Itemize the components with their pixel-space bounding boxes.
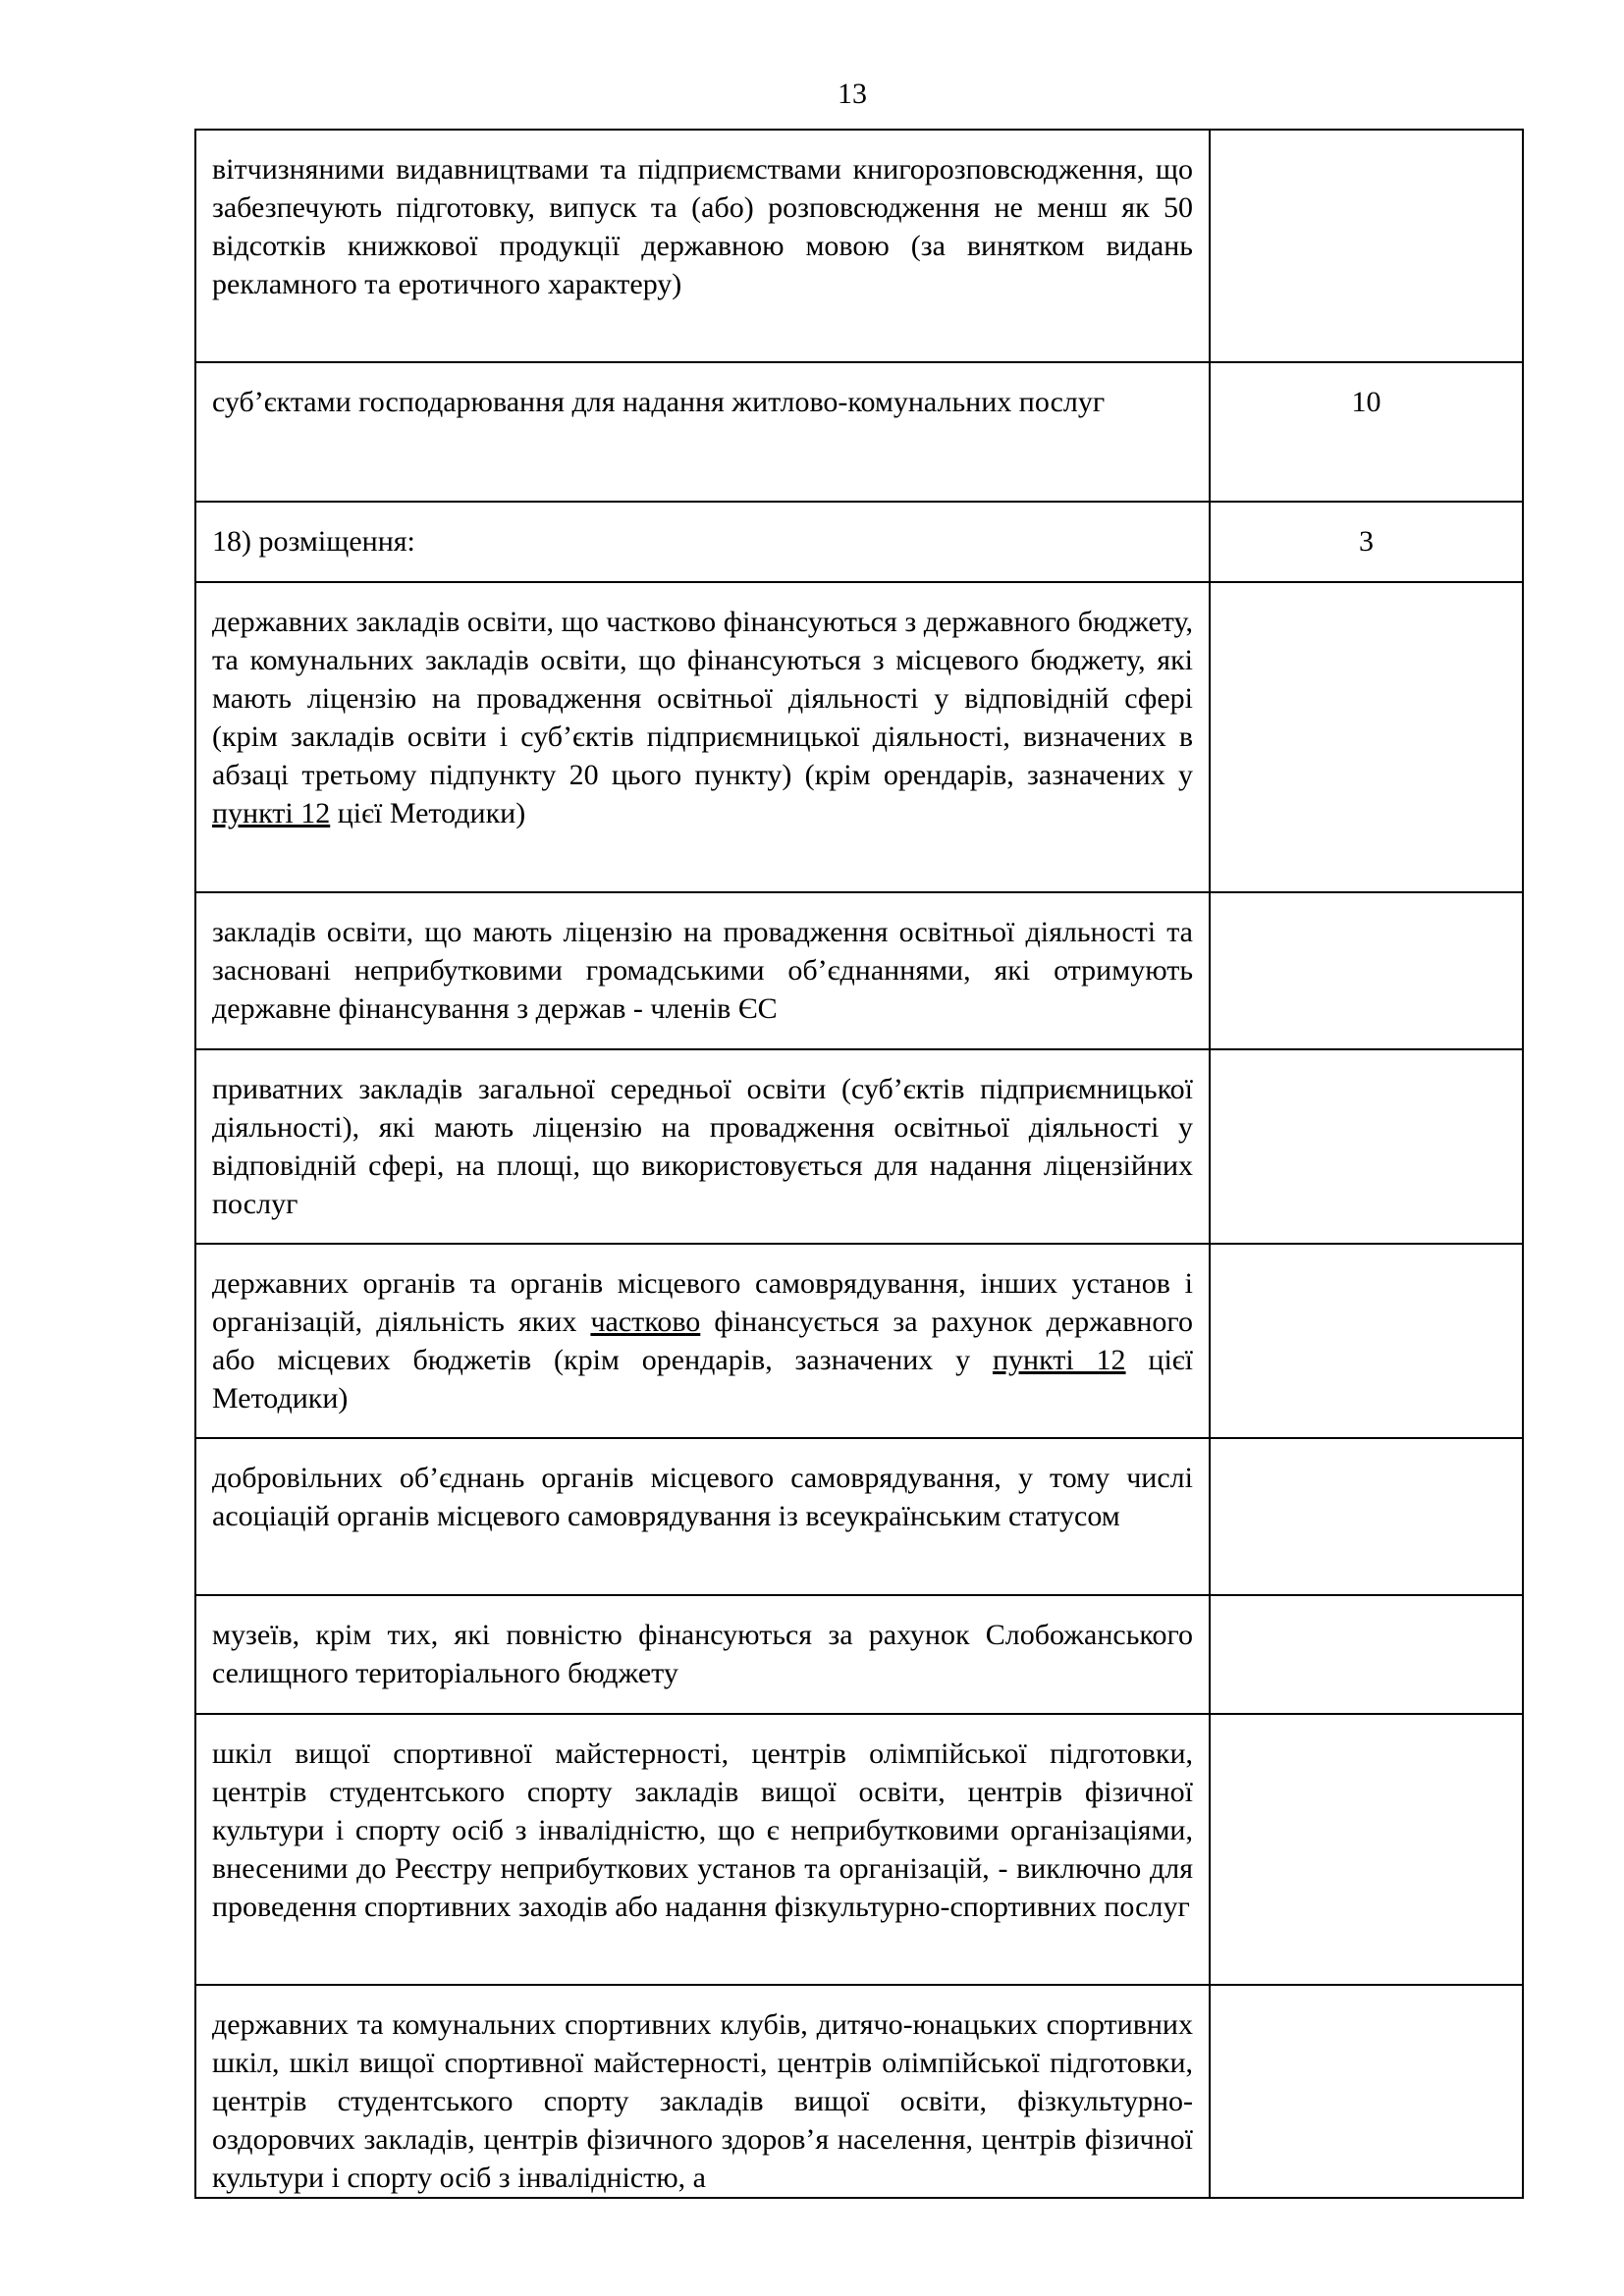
table-row <box>195 582 1523 892</box>
row-description: закладів освіти, що мають ліцензію на провадження освітньої діяльності та засновані неприбутковими громадськими об’єднаннями, які отримують державне фінансування з держав - членів ЄС <box>195 892 1210 1049</box>
row-value <box>1210 1714 1523 1985</box>
table-row <box>195 1985 1523 2198</box>
table-row <box>195 1595 1523 1714</box>
table-row <box>195 1438 1523 1595</box>
table-row <box>195 362 1523 502</box>
row-value: 10 <box>1210 362 1523 502</box>
row-text-part: цієї Методики) <box>212 1344 1193 1415</box>
table-row <box>195 1714 1523 1985</box>
row-description <box>195 1244 1210 1438</box>
row-description <box>195 582 1210 892</box>
page-number: 13 <box>838 78 867 110</box>
row-description: 18) розміщення: <box>195 502 1210 582</box>
row-description: шкіл вищої спортивної майстерності, центрів олімпійської підготовки, центрів студентського спорту закладів вищої освіти, центрів фізичної культури і спорту осіб з інвалідністю, що є неприбутковими організаціями, внесеними до Реєстру неприбуткових установ та організацій, - виключно для проведення спортивних заходів або надання фізкультурно-спортивних послуг <box>195 1714 1210 1985</box>
rates-table <box>194 129 1524 2199</box>
table-row <box>195 502 1523 582</box>
table-row <box>195 892 1523 1049</box>
row-value <box>1210 1985 1523 2198</box>
reference-link[interactable]: частково <box>590 1306 701 1338</box>
row-description: музеїв, крім тих, які повністю фінансуються за рахунок Слобожанського селищного територіального бюджету <box>195 1595 1210 1714</box>
row-value <box>1210 1595 1523 1714</box>
row-description: державних та комунальних спортивних клубів, дитячо-юнацьких спортивних шкіл, шкіл вищої спортивної майстерності, центрів олімпійської підготовки, центрів студентського спорту закладів вищої освіти, фізкультурно-оздоровчих закладів, центрів фізичного здоров’я населення, центрів фізичної культури і спорту осіб з інвалідністю, а <box>195 1985 1210 2198</box>
row-text-part: державних закладів освіти, що частково фінансуються з державного бюджету, та комунальних закладів освіти, що фінансуються з місцевого бюджету, які мають ліцензію на провадження освітньої діяльності у відповідній сфері (крім закладів освіти і суб’єктів підприємницької діяльності, визначених в абзаці третьому підпункту 20 цього пункту) (крім орендарів, зазначених у <box>212 606 1193 791</box>
row-text-part: цієї Методики) <box>330 797 526 829</box>
table-row <box>195 130 1523 362</box>
row-value <box>1210 892 1523 1049</box>
row-text-part: фінансується за рахунок державного або місцевих бюджетів (крім орендарів, зазначених у <box>212 1306 1193 1376</box>
row-value <box>1210 130 1523 362</box>
row-value <box>1210 1244 1523 1438</box>
table-row <box>195 1049 1523 1244</box>
row-text-part: державних органів та органів місцевого самоврядування, інших установ і організацій, діяльність яких <box>212 1267 1193 1338</box>
row-description: приватних закладів загальної середньої освіти (суб’єктів підприємницької діяльності), які мають ліцензію на провадження освітньої діяльності у відповідній сфері, на площі, що використовується для надання ліцензійних послуг <box>195 1049 1210 1244</box>
row-description: суб’єктами господарювання для надання житлово-комунальних послуг <box>195 362 1210 502</box>
row-value <box>1210 582 1523 892</box>
row-value: 3 <box>1210 502 1523 582</box>
row-value <box>1210 1438 1523 1595</box>
row-description: добровільних об’єднань органів місцевого самоврядування, у тому числі асоціацій органів місцевого самоврядування із всеукраїнським статусом <box>195 1438 1210 1595</box>
reference-link[interactable]: пункті 12 <box>212 797 331 829</box>
table-row <box>195 1244 1523 1438</box>
row-description: вітчизняними видавництвами та підприємствами книгорозповсюдження, що забезпечують підготовку, випуск та (або) розповсюдження не менш як 50 відсотків книжкової продукції державною мовою (за винятком видань рекламного та еротичного характеру) <box>195 130 1210 362</box>
row-value <box>1210 1049 1523 1244</box>
reference-link[interactable]: пункті 12 <box>992 1344 1126 1376</box>
